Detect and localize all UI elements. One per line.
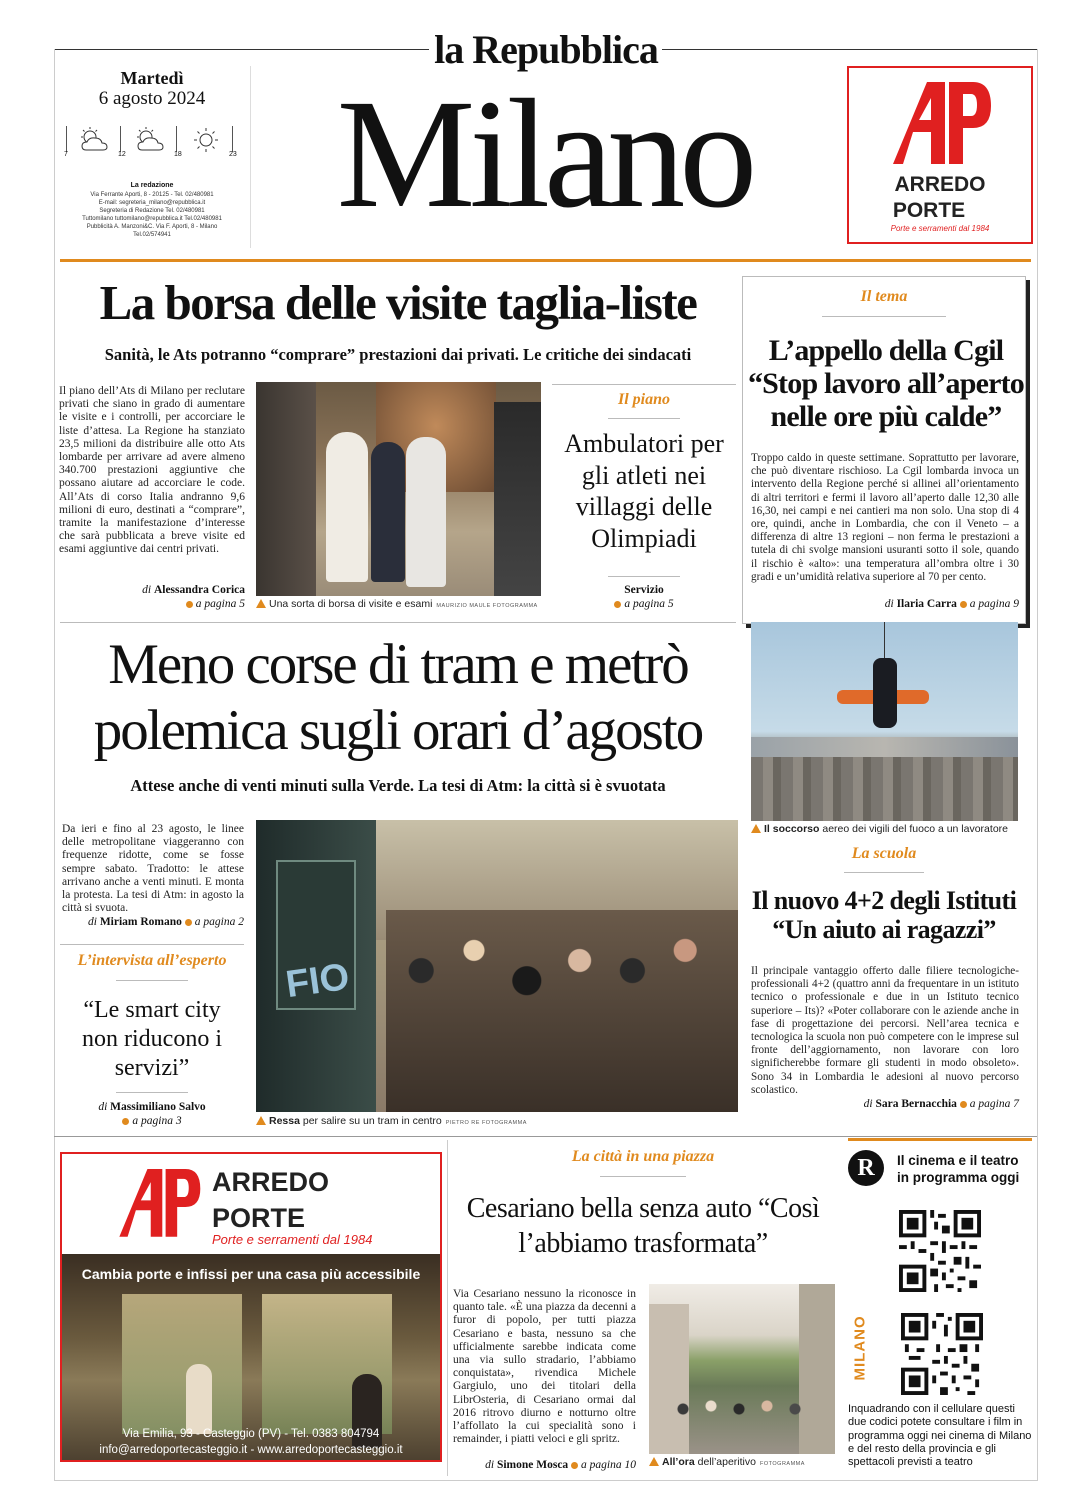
tram-sign: FIO (283, 955, 352, 1007)
tema-photo (751, 622, 1018, 821)
ap-logo-icon (889, 76, 993, 168)
caption-triangle-icon (649, 1457, 659, 1466)
piano-page-ref[interactable]: a pagina 5 (552, 598, 736, 610)
temp-low-1: 7 (64, 151, 68, 158)
tram-photo-caption: Ressa per salire su un tram in centro PIETRO RE FOTOGRAMMA (256, 1115, 738, 1127)
scuola-headline[interactable]: Il nuovo 4+2 degli Istituti “Un aiuto ai ragazzi” (751, 886, 1017, 944)
piazza-photo (649, 1284, 835, 1454)
repubblica-r-logo-icon: R (848, 1150, 884, 1186)
cinema-text: Inquadrando con il cellulare questi due codici potete consultare i film in programma oggi nei cinema di Milano e del resto della provincia e gli spettacoli previsti a teatro (848, 1403, 1032, 1469)
top-ad[interactable] (847, 66, 1033, 244)
partly-cloudy-icon (76, 126, 112, 154)
sun-icon (188, 126, 224, 154)
date-day: Martedì (120, 68, 184, 88)
date: 6 agosto 2024 (98, 88, 206, 109)
redazione-info: Via Ferrante Aporti, 8 - 20125 - Tel. 02/480981 E-mail: segreteria_milano@repubblica.it Segreteria di Redazione Tel. 02/480981 Tuttomilano tuttomilano@repubblica.it Tel.02/480981 Pubblicità A. Manzoni&C. Via F. Aporti, 8 - Milano Tel.02/574941 (82, 192, 222, 238)
ap-logo-icon (114, 1164, 204, 1240)
bottom-ad[interactable] (60, 1152, 442, 1462)
tema-photo-caption: Il soccorso aereo dei vigili del fuoco a un lavoratore (751, 823, 1019, 835)
bullet-icon (186, 601, 193, 608)
temp-high-3: 23 (229, 151, 237, 158)
bullet-icon (960, 601, 967, 608)
caption-triangle-icon (256, 1116, 266, 1125)
lead-body: Il piano dell’Ats di Milano per reclutare privati che siano in grado di aumentare le visite e i controlli, per accorciare le liste d’attesa. La Regione ha stanziato 23,5 milioni da distribuire alle otto Ats lombarde per arrivare ad avere almeno 340.700 prestazioni aggiuntive che possano aiutare ad accorciare le code. All’Ats di corso Italia andranno 9,6 milioni di euro, destinati a “comprare”, tramite la manifestazione d’interesse che sarà pubblicata a breve visite ed esami aggiuntive dai centri privati. (59, 385, 245, 556)
cinema-side-label: MILANO (851, 1315, 869, 1381)
piazza-kicker: La città in una piazza (571, 1148, 715, 1165)
piazza-body: Via Cesariano nessuno la riconosce in quanto tale. «È una piazza da decenni a furor di popolo, per tutti piazza Cesariano e basta, nessuno sa che ufficialmente sarebbe indicata come una via sullo stradario, l’abbiamo conquistata», rivendica Michele Gargiulo, uno dei titolari della LibrOsteria, di Cesariano ormai dal 2016 ritrovo diurno e notturno oltre l’affollato la cui specialità sono i remainder, i piatti veloci e gli spritz. (453, 1288, 636, 1446)
tema-kicker: Il tema (860, 288, 908, 305)
tema-headline[interactable]: L’appello della Cgil “Stop lavoro all’aperto nelle ore più calde” (747, 334, 1025, 433)
weather-strip (62, 124, 246, 160)
piano-kicker: Il piano (617, 391, 670, 408)
lead-subhead: Sanità, le Ats potranno “comprare” prestazioni dai privati. Le critiche dei sindacati (104, 345, 692, 364)
intervista-byline: di Massimiliano Salvo (98, 1101, 206, 1113)
lead-photo-caption: Una sorta di borsa di visite e esami MAURIZIO MAULE FOTOGRAMMA (256, 598, 541, 610)
qr-code-teatro-icon[interactable] (901, 1313, 983, 1395)
temp-high-2: 18 (174, 151, 182, 158)
caption-triangle-icon (256, 599, 266, 608)
intervista-kicker: L’intervista all’esperto (77, 952, 227, 969)
bottom-ad-brand: ARREDO PORTE (212, 1167, 330, 1233)
tram-headline[interactable]: Meno corse di tram e metrò polemica sugli orari d’agosto (93, 633, 703, 762)
tram-byline[interactable]: di Miriam Romano a pagina 2 (88, 916, 244, 928)
brand-name[interactable]: la Repubblica (434, 27, 658, 72)
bullet-icon (122, 1118, 129, 1125)
caption-triangle-icon (751, 824, 761, 833)
qr-code-cinema-icon[interactable] (899, 1210, 981, 1292)
tram-photo (256, 820, 738, 1112)
tema-byline[interactable]: di Ilaria Carra a pagina 9 (884, 598, 1019, 610)
tram-body: Da ieri e fino al 23 agosto, le linee delle metropolitane viaggeranno con frequenze ridotte, come se fosse sempre sabato. Tradotto: le attese arrivano anche a venti minuti. E monta la protesta. La tesi di Atm: in agosto la città si svuota. (62, 823, 244, 915)
bullet-icon (614, 601, 621, 608)
top-ad-brand: ARREDO PORTE (892, 173, 986, 222)
piazza-photo-caption: All’ora dell’aperitivo FOTOGRAMMA (649, 1456, 839, 1468)
bottom-ad-tagline: Porte e serramenti dal 1984 (212, 1232, 373, 1247)
intervista-page-ref[interactable]: a pagina 3 (60, 1115, 244, 1127)
bottom-ad-slogan: Cambia porte e infissi per una casa più accessibile (81, 1266, 421, 1282)
bottom-ad-address: Via Emilia, 93 - Casteggio (PV) - Tel. 0383 804794 (122, 1428, 380, 1440)
partly-cloudy-icon (132, 126, 168, 154)
piazza-headline[interactable]: Cesariano bella senza auto “Così l’abbiamo trasformata” (466, 1193, 820, 1259)
scuola-byline[interactable]: di Sara Bernacchia a pagina 7 (863, 1098, 1019, 1110)
cinema-title: Il cinema e il teatro in programma oggi (897, 1153, 1020, 1185)
lead-photo (256, 382, 541, 596)
tema-body: Troppo caldo in queste settimane. Soprattutto per lavorare, che può diventare rischioso. La Cgil lombarda invoca un intervento della Regione perché si allinei all’orientamento di altri territori e fermi il lavoro all’aperto dalle 12,30 alle 16,30, nei campi e nei cantieri ma non solo. Una stop di 4 ore, quindi, anche in Lombardia, che con il Veneto – a differenza di altre 13 regioni – non ferma le prestazioni a tutela di chi svolge mansioni usuranti sotto il sole, quando il rischio è «alto»: una temperatura all’ombra oltre i 30 gradi e un’umidità relativa superiore al 70 per cento. (751, 452, 1019, 583)
piano-headline[interactable]: Ambulatori per gli atleti nei villaggi delle Olimpiadi (564, 429, 724, 553)
lead-byline: di Alessandra Corica (142, 584, 245, 596)
lead-headline[interactable]: La borsa delle visite taglia-liste (99, 275, 697, 330)
scuola-body: Il principale vantaggio offerto dalle filiere tecnologiche-professionali 4+2 (quattro anni da frequentare in un istituto tecnico o professionale e due in un Istituto tecnico superiore – Its)? «Poter collaborare con le aziende anche in fase di progettazione dei percorsi. Nell’area tecnica e tecnologica la scuola non può competere con le imprese sul fronte dell’aggiornamento, non lavorare con loro significherebbe formare gli studenti in modo obsoleto». Sono 34 in Lombardia le adesioni al nuovo percorso scolastico. (751, 965, 1019, 1096)
lead-page-ref[interactable]: a pagina 5 (59, 598, 245, 610)
bullet-icon (185, 919, 192, 926)
edition-title[interactable]: Milano (336, 67, 752, 240)
top-ad-tagline: Porte e serramenti dal 1984 (890, 224, 990, 233)
redazione-title: La redazione (130, 182, 174, 189)
intervista-headline[interactable]: “Le smart city non riducono i servizi” (82, 997, 222, 1081)
tram-subhead: Attese anche di venti minuti sulla Verde. La tesi di Atm: la città si è svuotata (130, 776, 666, 795)
bullet-icon (571, 1462, 578, 1469)
piano-label: Servizio (624, 584, 664, 596)
scuola-kicker: La scuola (851, 845, 917, 862)
piazza-byline[interactable]: di Simone Mosca a pagina 10 (485, 1459, 636, 1471)
temp-high-1: 12 (118, 151, 126, 158)
bottom-ad-contact: info@arredoportecasteggio.it - www.arredoportecasteggio.it (99, 1444, 403, 1456)
bullet-icon (960, 1101, 967, 1108)
